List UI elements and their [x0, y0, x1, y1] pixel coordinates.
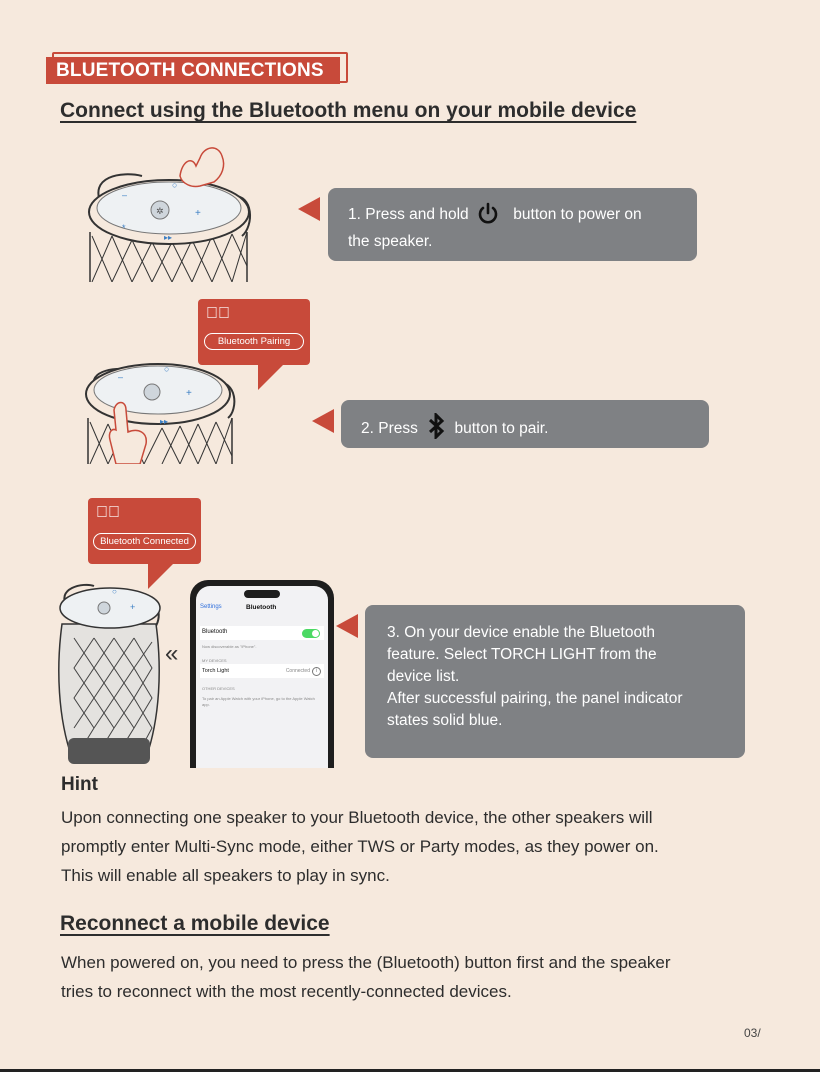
my-devices-header: MY DEVICES: [202, 658, 227, 663]
step-1-line2: the speaker.: [348, 233, 433, 250]
section-heading-connect: Connect using the Bluetooth menu on your mobile device: [60, 99, 637, 122]
svg-text:–: –: [122, 190, 128, 200]
svg-text:○: ○: [112, 587, 117, 596]
device-status: Connected: [285, 668, 310, 674]
discoverable-note: Now discoverable as "iPhone".: [202, 644, 257, 649]
step-3-line2: feature. Select TORCH LIGHT from the: [387, 646, 657, 663]
step-1-text-after: button to power on: [513, 206, 642, 223]
hint-line3: This will enable all speakers to play in sync.: [61, 866, 390, 885]
double-chevron-left-icon: «: [165, 640, 179, 667]
other-devices-header: OTHER DEVICES: [202, 686, 235, 691]
settings-back-link[interactable]: Settings: [200, 604, 222, 610]
watch-note: To pair an Apple Watch with your iPhone, go to the Apple Watch app.: [202, 696, 315, 707]
step-2-text-before: 2. Press: [361, 420, 418, 437]
step-1-arrow: [298, 197, 320, 221]
connected-pill: Bluetooth Connected: [93, 533, 196, 550]
device-row-torch-light[interactable]: [200, 664, 324, 678]
info-icon[interactable]: i: [312, 667, 321, 676]
hint-body: [61, 803, 659, 890]
svg-text:+: +: [186, 388, 192, 399]
step-3-arrow: [336, 614, 358, 638]
step-3-line1: 3. On your device enable the Bluetooth: [387, 624, 655, 641]
phone-title: Bluetooth: [246, 604, 277, 611]
phone-frame: [190, 580, 334, 768]
speaker-sound-icon: ◀ঃ: [96, 504, 120, 521]
svg-text:+: +: [130, 602, 136, 612]
step-2-arrow: [312, 409, 334, 433]
svg-text:*: *: [122, 223, 126, 233]
step-1-callout: [328, 188, 697, 261]
reconnect-line2: tries to reconnect with the most recently-connected devices.: [61, 982, 512, 1001]
step-3-line5: states solid blue.: [387, 712, 503, 729]
step-3-line3: device list.: [387, 668, 460, 685]
hint-title: Hint: [61, 774, 98, 795]
bluetooth-row: [200, 626, 324, 640]
speaker-sound-icon: ◀ঃ: [206, 305, 230, 322]
svg-text:○: ○: [164, 364, 170, 374]
step-3-callout: [365, 605, 745, 758]
step-1-text-before: 1. Press and hold: [348, 206, 469, 223]
speaker-illustration-connected: [54, 578, 164, 768]
hint-line2: promptly enter Multi-Sync mode, either TWS or Party modes, as they power on.: [61, 837, 659, 856]
reconnect-body: [61, 948, 671, 1006]
svg-text:–: –: [118, 372, 124, 382]
step-3-line4: After successful pairing, the panel indicator: [387, 690, 683, 707]
bluetooth-toggle[interactable]: [302, 629, 320, 638]
bluetooth-row-label: Bluetooth: [202, 629, 228, 635]
page-number: 03/: [744, 1026, 761, 1040]
hint-line1: Upon connecting one speaker to your Bluetooth device, the other speakers will: [61, 808, 653, 827]
section-banner: BLUETOOTH CONNECTIONS: [46, 57, 340, 84]
step-2-callout: [341, 400, 709, 448]
section-heading-reconnect: Reconnect a mobile device: [60, 912, 330, 935]
pairing-pill: Bluetooth Pairing: [204, 333, 304, 350]
svg-text:✲: ✲: [156, 206, 164, 216]
svg-text:▸▸: ▸▸: [164, 233, 173, 242]
phone-notch: [244, 590, 280, 598]
svg-text:▸▸: ▸▸: [160, 417, 169, 426]
bluetooth-icon: [422, 413, 450, 446]
phone-screen: [196, 586, 328, 768]
speaker-illustration-pair: [80, 352, 240, 464]
svg-text:○: ○: [172, 180, 178, 190]
device-name: Torch Light: [202, 668, 229, 674]
connected-bubble: [88, 498, 201, 564]
step-2-text-after: button to pair.: [454, 420, 549, 437]
pairing-bubble-tail: [258, 364, 284, 390]
reconnect-line1: When powered on, you need to press the (Bluetooth) button first and the speaker: [61, 953, 671, 972]
power-icon: [473, 202, 503, 231]
svg-text:+: +: [195, 208, 201, 219]
speaker-illustration-power: [82, 136, 262, 282]
